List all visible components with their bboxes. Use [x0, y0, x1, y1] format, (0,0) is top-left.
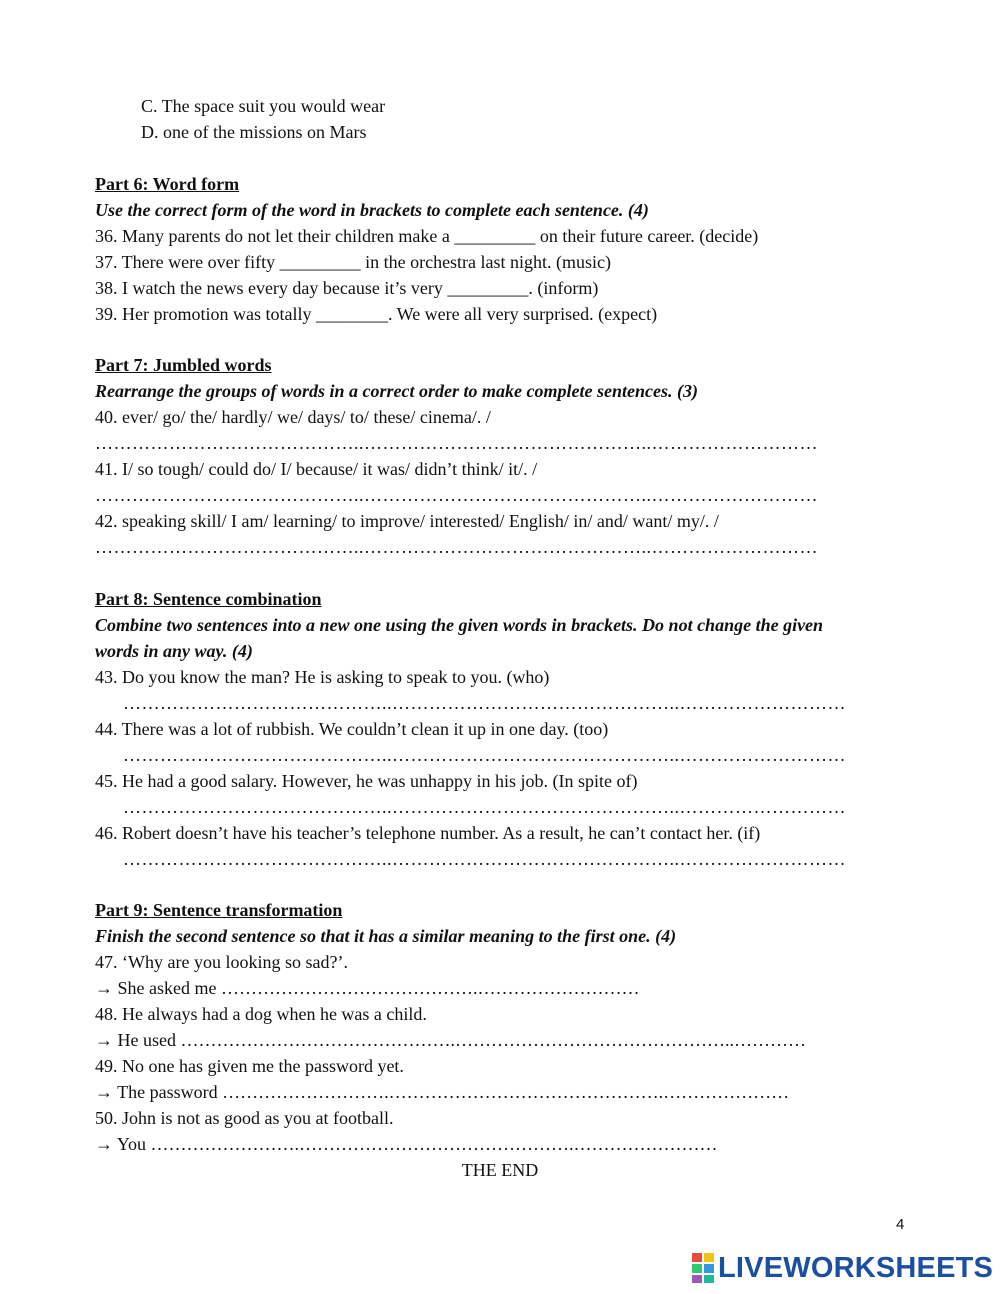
question-42: 42. speaking skill/ I am/ learning/ to improve/ interested/ English/ in/ and/ want/ my/. / [95, 511, 719, 531]
question-46: 46. Robert doesn’t have his teacher’s telephone number. As a result, he can’t contact her. (if) [95, 823, 761, 843]
part6-instruction: Use the correct form of the word in brackets to complete each sentence. (4) [95, 200, 649, 220]
question-50: 50. John is not as good as you at football. [95, 1108, 394, 1128]
question-38: 38. I watch the news every day because it’s very _________. (inform) [95, 278, 599, 298]
answer-line-48[interactable]: → He used ……………………………………….………………………………………..………… [95, 1030, 806, 1050]
end-text: THE END [461, 1160, 539, 1180]
question-41: 41. I/ so tough/ could do/ I/ because/ it was/ didn’t think/ it/. / [95, 459, 538, 479]
question-47: 47. ‘Why are you looking so sad?’. [95, 952, 348, 972]
answer-line-44[interactable]: ……………………………………..………………………………………..……………………… [123, 745, 846, 765]
part8-instruction-line1: Combine two sentences into a new one using the given words in brackets. Do not change the given [95, 615, 824, 635]
part9-heading: Part 9: Sentence transformation [95, 900, 343, 920]
question-37: 37. There were over fifty _________ in the orchestra last night. (music) [95, 252, 612, 272]
brand-name: LIVEWORKSHEETS [718, 1252, 994, 1284]
answer-line-41[interactable]: ……………………………………..………………………………………..……………………… [95, 485, 818, 505]
part8-instruction-line2: words in any way. (4) [95, 641, 253, 661]
answer-line-40[interactable]: ……………………………………..………………………………………..……………………… [95, 433, 818, 453]
part7-heading: Part 7: Jumbled words [95, 355, 272, 375]
question-48: 48. He always had a dog when he was a child. [95, 1004, 427, 1024]
part6-heading: Part 6: Word form [95, 174, 240, 194]
brand-logo[interactable] [692, 1251, 993, 1285]
question-45: 45. He had a good salary. However, he was unhappy in his job. (In spite of) [95, 771, 638, 791]
question-43: 43. Do you know the man? He is asking to speak to you. (who) [95, 667, 550, 687]
answer-line-45[interactable]: ……………………………………..………………………………………..……………………… [123, 797, 846, 817]
question-39: 39. Her promotion was totally ________. We were all very surprised. (expect) [95, 304, 658, 324]
page-number: 4 [896, 1216, 905, 1233]
part7-instruction: Rearrange the groups of words in a correct order to make complete sentences. (3) [95, 381, 698, 401]
question-40: 40. ever/ go/ the/ hardly/ we/ days/ to/ these/ cinema/. / [95, 407, 491, 427]
answer-line-50[interactable]: → You …………………….……………………………………….…………………… [95, 1134, 718, 1154]
answer-line-42[interactable]: ……………………………………..………………………………………..……………………… [95, 537, 818, 557]
part8-heading: Part 8: Sentence combination [95, 589, 322, 609]
question-36: 36. Many parents do not let their children make a _________ on their future career. (decide) [95, 226, 759, 246]
question-49: 49. No one has given me the password yet. [95, 1056, 404, 1076]
answer-line-43[interactable]: ……………………………………..………………………………………..……………………… [123, 693, 846, 713]
liveworksheets-logo-icon [692, 1253, 714, 1283]
part9-instruction: Finish the second sentence so that it has a similar meaning to the first one. (4) [95, 926, 677, 946]
question-44: 44. There was a lot of rubbish. We couldn’t clean it up in one day. (too) [95, 719, 609, 739]
answer-line-49[interactable]: → The password ……………………….……………………………………….………………… [95, 1082, 790, 1102]
option-c: C. The space suit you would wear [141, 96, 386, 116]
option-d: D. one of the missions on Mars [141, 122, 367, 142]
answer-line-47[interactable]: → She asked me …………………………………….……………………… [95, 978, 640, 998]
answer-line-46[interactable]: ……………………………………..………………………………………..……………………… [123, 849, 846, 869]
